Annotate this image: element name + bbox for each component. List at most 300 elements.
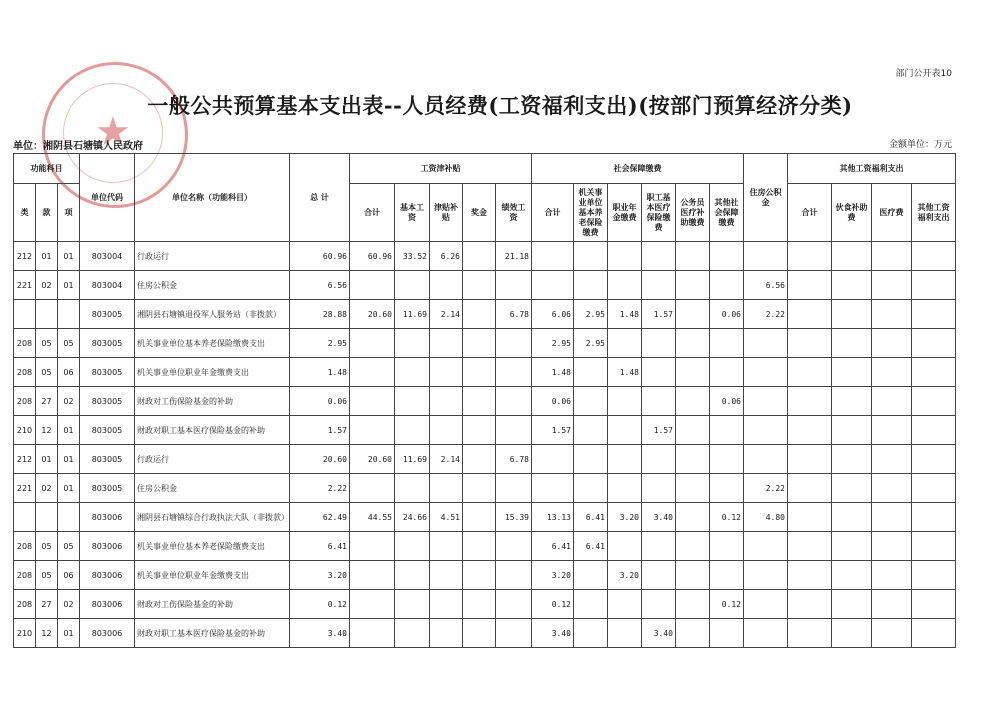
cell-other-total bbox=[788, 474, 832, 503]
cell-unit-name: 机关事业单位基本养老保险缴费支出 bbox=[135, 532, 290, 561]
cell-bonus bbox=[463, 590, 496, 619]
header-other-social: 其他社会保障缴费 bbox=[710, 184, 744, 242]
table-row bbox=[14, 271, 956, 300]
cell-food-allowance bbox=[832, 445, 872, 474]
cell-basic-wage bbox=[395, 358, 430, 387]
cell-lei bbox=[14, 300, 36, 329]
cell-housing-fund bbox=[744, 242, 788, 271]
header-annuity: 职业年金缴费 bbox=[608, 184, 642, 242]
cell-other-total bbox=[788, 619, 832, 648]
header-allowance: 津贴补贴 bbox=[430, 184, 463, 242]
cell-wage-total bbox=[350, 561, 395, 590]
cell-performance-wage: 6.78 bbox=[496, 445, 532, 474]
cell-basic-wage: 33.52 bbox=[395, 242, 430, 271]
cell-food-allowance bbox=[832, 242, 872, 271]
header-social-group: 社会保障缴费 bbox=[532, 154, 744, 184]
cell-total: 28.88 bbox=[290, 300, 350, 329]
cell-other-total bbox=[788, 532, 832, 561]
cell-basic-wage bbox=[395, 271, 430, 300]
cell-pension: 6.41 bbox=[574, 503, 608, 532]
cell-unit-code: 803005 bbox=[80, 358, 135, 387]
cell-basic-wage: 24.66 bbox=[395, 503, 430, 532]
cell-lei: 208 bbox=[14, 561, 36, 590]
cell-pension: 2.95 bbox=[574, 329, 608, 358]
cell-other-social bbox=[710, 242, 744, 271]
table-row bbox=[14, 503, 956, 532]
table-row bbox=[14, 619, 956, 648]
cell-civil-medical bbox=[676, 358, 710, 387]
cell-other-welfare bbox=[912, 532, 956, 561]
cell-kuan: 05 bbox=[36, 358, 58, 387]
cell-xiang: 01 bbox=[58, 416, 80, 445]
cell-bonus bbox=[463, 271, 496, 300]
cell-social-total bbox=[532, 242, 574, 271]
header-kuan: 款 bbox=[36, 184, 58, 242]
cell-allowance bbox=[430, 561, 463, 590]
cell-food-allowance bbox=[832, 387, 872, 416]
cell-civil-medical bbox=[676, 590, 710, 619]
cell-unit-name: 财政对职工基本医疗保险基金的补助 bbox=[135, 416, 290, 445]
cell-housing-fund bbox=[744, 445, 788, 474]
cell-kuan: 02 bbox=[36, 271, 58, 300]
cell-other-social bbox=[710, 619, 744, 648]
cell-annuity bbox=[608, 474, 642, 503]
cell-unit-name: 机关事业单位职业年金缴费支出 bbox=[135, 358, 290, 387]
cell-allowance bbox=[430, 619, 463, 648]
header-total: 总 计 bbox=[290, 154, 350, 242]
budget-table bbox=[13, 153, 956, 648]
header-lei: 类 bbox=[14, 184, 36, 242]
cell-food-allowance bbox=[832, 590, 872, 619]
cell-food-allowance bbox=[832, 561, 872, 590]
cell-annuity bbox=[608, 619, 642, 648]
cell-pension bbox=[574, 416, 608, 445]
cell-other-welfare bbox=[912, 387, 956, 416]
cell-other-total bbox=[788, 445, 832, 474]
cell-housing-fund bbox=[744, 561, 788, 590]
cell-other-social: 0.06 bbox=[710, 300, 744, 329]
cell-medical-insurance: 3.40 bbox=[642, 619, 676, 648]
cell-housing-fund: 4.80 bbox=[744, 503, 788, 532]
cell-annuity bbox=[608, 242, 642, 271]
cell-xiang: 01 bbox=[58, 271, 80, 300]
cell-wage-total bbox=[350, 329, 395, 358]
cell-total: 6.41 bbox=[290, 532, 350, 561]
cell-kuan bbox=[36, 503, 58, 532]
cell-annuity bbox=[608, 590, 642, 619]
table-row bbox=[14, 561, 956, 590]
cell-kuan: 01 bbox=[36, 242, 58, 271]
cell-unit-code: 803004 bbox=[80, 271, 135, 300]
cell-other-social bbox=[710, 561, 744, 590]
cell-medical-insurance bbox=[642, 532, 676, 561]
cell-food-allowance bbox=[832, 358, 872, 387]
cell-food-allowance bbox=[832, 416, 872, 445]
table-body bbox=[14, 242, 956, 648]
cell-allowance bbox=[430, 590, 463, 619]
cell-allowance: 2.14 bbox=[430, 445, 463, 474]
cell-bonus bbox=[463, 474, 496, 503]
cell-lei: 208 bbox=[14, 532, 36, 561]
cell-food-allowance bbox=[832, 619, 872, 648]
cell-wage-total bbox=[350, 416, 395, 445]
cell-bonus bbox=[463, 619, 496, 648]
cell-other-total bbox=[788, 242, 832, 271]
cell-other-welfare bbox=[912, 358, 956, 387]
cell-other-social: 0.06 bbox=[710, 387, 744, 416]
cell-housing-fund: 2.22 bbox=[744, 474, 788, 503]
cell-xiang: 01 bbox=[58, 445, 80, 474]
header-performance-wage: 绩效工资 bbox=[496, 184, 532, 242]
cell-unit-name: 住房公积金 bbox=[135, 474, 290, 503]
cell-housing-fund bbox=[744, 387, 788, 416]
cell-performance-wage bbox=[496, 358, 532, 387]
cell-other-welfare bbox=[912, 474, 956, 503]
cell-lei: 221 bbox=[14, 474, 36, 503]
cell-civil-medical bbox=[676, 387, 710, 416]
cell-performance-wage bbox=[496, 619, 532, 648]
cell-basic-wage bbox=[395, 329, 430, 358]
header-other-total: 合计 bbox=[788, 184, 832, 242]
cell-kuan: 02 bbox=[36, 474, 58, 503]
cell-total: 2.95 bbox=[290, 329, 350, 358]
cell-pension bbox=[574, 445, 608, 474]
header-civil-medical: 公务员医疗补助缴费 bbox=[676, 184, 710, 242]
cell-social-total: 2.95 bbox=[532, 329, 574, 358]
cell-lei: 212 bbox=[14, 242, 36, 271]
cell-social-total: 0.12 bbox=[532, 590, 574, 619]
cell-allowance bbox=[430, 329, 463, 358]
cell-total: 62.49 bbox=[290, 503, 350, 532]
cell-other-welfare bbox=[912, 445, 956, 474]
cell-total: 3.40 bbox=[290, 619, 350, 648]
cell-lei: 221 bbox=[14, 271, 36, 300]
cell-housing-fund bbox=[744, 590, 788, 619]
cell-other-social bbox=[710, 358, 744, 387]
cell-performance-wage bbox=[496, 271, 532, 300]
cell-allowance bbox=[430, 416, 463, 445]
cell-civil-medical bbox=[676, 416, 710, 445]
cell-performance-wage bbox=[496, 416, 532, 445]
cell-performance-wage bbox=[496, 590, 532, 619]
cell-unit-code: 803005 bbox=[80, 445, 135, 474]
cell-civil-medical bbox=[676, 532, 710, 561]
cell-civil-medical bbox=[676, 271, 710, 300]
cell-unit-name: 财政对工伤保险基金的补助 bbox=[135, 387, 290, 416]
cell-bonus bbox=[463, 532, 496, 561]
cell-social-total: 1.48 bbox=[532, 358, 574, 387]
cell-medical-expense bbox=[872, 358, 912, 387]
header-other-group: 其他工资福利支出 bbox=[788, 154, 956, 184]
cell-medical-insurance bbox=[642, 242, 676, 271]
cell-civil-medical bbox=[676, 503, 710, 532]
cell-civil-medical bbox=[676, 474, 710, 503]
cell-wage-total bbox=[350, 532, 395, 561]
header-medical-insurance: 职工基本医疗保险缴费 bbox=[642, 184, 676, 242]
cell-other-total bbox=[788, 561, 832, 590]
cell-medical-insurance: 1.57 bbox=[642, 416, 676, 445]
header-unit-code: 单位代码 bbox=[80, 154, 135, 242]
cell-lei: 208 bbox=[14, 590, 36, 619]
cell-housing-fund: 2.22 bbox=[744, 300, 788, 329]
cell-medical-insurance bbox=[642, 329, 676, 358]
cell-total: 3.20 bbox=[290, 561, 350, 590]
cell-social-total bbox=[532, 271, 574, 300]
cell-annuity: 1.48 bbox=[608, 358, 642, 387]
cell-medical-expense bbox=[872, 416, 912, 445]
header-housing-fund: 住房公积金 bbox=[744, 154, 788, 242]
header-other-welfare: 其他工资福利支出 bbox=[912, 184, 956, 242]
cell-other-social: 0.12 bbox=[710, 590, 744, 619]
cell-medical-insurance bbox=[642, 271, 676, 300]
cell-total: 1.57 bbox=[290, 416, 350, 445]
cell-kuan: 01 bbox=[36, 445, 58, 474]
cell-medical-insurance bbox=[642, 561, 676, 590]
table-row bbox=[14, 329, 956, 358]
cell-medical-expense bbox=[872, 445, 912, 474]
cell-performance-wage: 6.78 bbox=[496, 300, 532, 329]
cell-xiang: 01 bbox=[58, 619, 80, 648]
cell-xiang: 06 bbox=[58, 561, 80, 590]
cell-other-social bbox=[710, 271, 744, 300]
cell-other-total bbox=[788, 358, 832, 387]
cell-total: 2.22 bbox=[290, 474, 350, 503]
cell-pension: 6.41 bbox=[574, 532, 608, 561]
table-row bbox=[14, 474, 956, 503]
cell-other-total bbox=[788, 329, 832, 358]
cell-medical-expense bbox=[872, 503, 912, 532]
cell-social-total: 6.41 bbox=[532, 532, 574, 561]
cell-allowance bbox=[430, 532, 463, 561]
cell-medical-insurance bbox=[642, 590, 676, 619]
cell-unit-code: 803006 bbox=[80, 619, 135, 648]
header-pension: 机关事业单位基本养老保险缴费 bbox=[574, 184, 608, 242]
cell-medical-expense bbox=[872, 532, 912, 561]
cell-pension bbox=[574, 474, 608, 503]
cell-other-social bbox=[710, 445, 744, 474]
cell-annuity: 1.48 bbox=[608, 300, 642, 329]
cell-other-welfare bbox=[912, 416, 956, 445]
cell-social-total: 1.57 bbox=[532, 416, 574, 445]
cell-medical-expense bbox=[872, 387, 912, 416]
cell-basic-wage bbox=[395, 619, 430, 648]
table-row bbox=[14, 242, 956, 271]
cell-annuity bbox=[608, 387, 642, 416]
cell-social-total: 0.06 bbox=[532, 387, 574, 416]
cell-allowance bbox=[430, 474, 463, 503]
cell-xiang: 05 bbox=[58, 329, 80, 358]
cell-basic-wage bbox=[395, 474, 430, 503]
cell-civil-medical bbox=[676, 619, 710, 648]
cell-other-welfare bbox=[912, 271, 956, 300]
cell-other-total bbox=[788, 416, 832, 445]
table-row bbox=[14, 300, 956, 329]
cell-lei: 208 bbox=[14, 358, 36, 387]
cell-other-total bbox=[788, 503, 832, 532]
header-xiang: 项 bbox=[58, 184, 80, 242]
cell-pension bbox=[574, 387, 608, 416]
cell-unit-name: 机关事业单位职业年金缴费支出 bbox=[135, 561, 290, 590]
cell-other-welfare bbox=[912, 242, 956, 271]
cell-medical-insurance bbox=[642, 445, 676, 474]
cell-pension bbox=[574, 619, 608, 648]
cell-unit-code: 803006 bbox=[80, 561, 135, 590]
cell-kuan: 27 bbox=[36, 590, 58, 619]
header-unit-name: 单位名称（功能科目） bbox=[135, 154, 290, 242]
cell-wage-total bbox=[350, 387, 395, 416]
cell-basic-wage: 11.69 bbox=[395, 445, 430, 474]
cell-xiang: 05 bbox=[58, 532, 80, 561]
cell-unit-name: 湘阴县石塘镇退役军人服务站（非拨款） bbox=[135, 300, 290, 329]
cell-civil-medical bbox=[676, 242, 710, 271]
cell-lei: 210 bbox=[14, 416, 36, 445]
table-row bbox=[14, 387, 956, 416]
cell-wage-total bbox=[350, 358, 395, 387]
header-wage-group: 工资津补贴 bbox=[350, 154, 532, 184]
cell-wage-total bbox=[350, 590, 395, 619]
cell-bonus bbox=[463, 329, 496, 358]
cell-unit-code: 803006 bbox=[80, 590, 135, 619]
cell-medical-expense bbox=[872, 561, 912, 590]
cell-unit-code: 803005 bbox=[80, 329, 135, 358]
cell-bonus bbox=[463, 300, 496, 329]
cell-performance-wage bbox=[496, 532, 532, 561]
cell-bonus bbox=[463, 416, 496, 445]
header-func-subject: 功能科目 bbox=[14, 154, 80, 184]
cell-unit-code: 803005 bbox=[80, 387, 135, 416]
cell-food-allowance bbox=[832, 329, 872, 358]
cell-other-welfare bbox=[912, 590, 956, 619]
table-header bbox=[14, 154, 956, 242]
cell-lei: 210 bbox=[14, 619, 36, 648]
cell-social-total: 13.13 bbox=[532, 503, 574, 532]
cell-other-social bbox=[710, 532, 744, 561]
cell-xiang bbox=[58, 503, 80, 532]
cell-kuan: 12 bbox=[36, 619, 58, 648]
cell-wage-total bbox=[350, 619, 395, 648]
cell-medical-insurance bbox=[642, 474, 676, 503]
cell-civil-medical bbox=[676, 445, 710, 474]
cell-food-allowance bbox=[832, 474, 872, 503]
cell-wage-total: 20.60 bbox=[350, 445, 395, 474]
cell-total: 0.12 bbox=[290, 590, 350, 619]
cell-xiang: 02 bbox=[58, 590, 80, 619]
cell-basic-wage bbox=[395, 532, 430, 561]
header-medical-expense: 医疗费 bbox=[872, 184, 912, 242]
cell-housing-fund bbox=[744, 532, 788, 561]
cell-medical-insurance: 1.57 bbox=[642, 300, 676, 329]
cell-other-welfare bbox=[912, 561, 956, 590]
cell-medical-expense bbox=[872, 590, 912, 619]
cell-medical-insurance bbox=[642, 387, 676, 416]
header-wage-total: 合计 bbox=[350, 184, 395, 242]
cell-social-total: 6.06 bbox=[532, 300, 574, 329]
cell-xiang: 02 bbox=[58, 387, 80, 416]
cell-annuity bbox=[608, 329, 642, 358]
cell-other-social: 0.12 bbox=[710, 503, 744, 532]
cell-other-welfare bbox=[912, 329, 956, 358]
cell-bonus bbox=[463, 503, 496, 532]
cell-pension bbox=[574, 242, 608, 271]
cell-social-total: 3.20 bbox=[532, 561, 574, 590]
cell-other-social bbox=[710, 416, 744, 445]
cell-lei: 212 bbox=[14, 445, 36, 474]
cell-medical-expense bbox=[872, 474, 912, 503]
cell-wage-total: 20.60 bbox=[350, 300, 395, 329]
cell-xiang bbox=[58, 300, 80, 329]
cell-annuity bbox=[608, 445, 642, 474]
cell-civil-medical bbox=[676, 329, 710, 358]
table-row bbox=[14, 358, 956, 387]
cell-bonus bbox=[463, 358, 496, 387]
cell-kuan: 27 bbox=[36, 387, 58, 416]
cell-civil-medical bbox=[676, 561, 710, 590]
cell-other-welfare bbox=[912, 503, 956, 532]
cell-annuity bbox=[608, 271, 642, 300]
cell-total: 20.60 bbox=[290, 445, 350, 474]
cell-total: 1.48 bbox=[290, 358, 350, 387]
currency-unit-label: 金额单位：万元 bbox=[888, 140, 952, 150]
header-basic-wage: 基本工资 bbox=[395, 184, 430, 242]
cell-wage-total bbox=[350, 271, 395, 300]
cell-medical-expense bbox=[872, 300, 912, 329]
cell-civil-medical bbox=[676, 300, 710, 329]
cell-pension bbox=[574, 590, 608, 619]
page-title: 一般公共预算基本支出表--人员经费(工资福利支出)(按部门预算经济分类) bbox=[147, 93, 853, 118]
cell-medical-expense bbox=[872, 242, 912, 271]
cell-kuan: 05 bbox=[36, 561, 58, 590]
cell-other-social bbox=[710, 474, 744, 503]
cell-performance-wage bbox=[496, 561, 532, 590]
cell-performance-wage: 15.39 bbox=[496, 503, 532, 532]
cell-food-allowance bbox=[832, 503, 872, 532]
cell-allowance bbox=[430, 387, 463, 416]
cell-unit-code: 803006 bbox=[80, 503, 135, 532]
cell-medical-insurance bbox=[642, 358, 676, 387]
cell-performance-wage: 21.18 bbox=[496, 242, 532, 271]
cell-lei: 208 bbox=[14, 387, 36, 416]
cell-other-social bbox=[710, 329, 744, 358]
cell-annuity bbox=[608, 532, 642, 561]
cell-allowance: 6.26 bbox=[430, 242, 463, 271]
cell-housing-fund bbox=[744, 619, 788, 648]
cell-other-total bbox=[788, 387, 832, 416]
cell-social-total bbox=[532, 445, 574, 474]
cell-basic-wage bbox=[395, 387, 430, 416]
cell-xiang: 06 bbox=[58, 358, 80, 387]
cell-housing-fund: 6.56 bbox=[744, 271, 788, 300]
cell-allowance bbox=[430, 271, 463, 300]
table-row bbox=[14, 416, 956, 445]
cell-medical-expense bbox=[872, 329, 912, 358]
cell-annuity: 3.20 bbox=[608, 561, 642, 590]
cell-unit-code: 803005 bbox=[80, 416, 135, 445]
cell-social-total bbox=[532, 474, 574, 503]
cell-basic-wage: 11.69 bbox=[395, 300, 430, 329]
cell-unit-name: 财政对工伤保险基金的补助 bbox=[135, 590, 290, 619]
cell-total: 0.06 bbox=[290, 387, 350, 416]
cell-kuan: 05 bbox=[36, 532, 58, 561]
cell-medical-expense bbox=[872, 271, 912, 300]
cell-medical-expense bbox=[872, 619, 912, 648]
header-social-total: 合计 bbox=[532, 184, 574, 242]
cell-unit-name: 湘阴县石塘镇综合行政执法大队（非拨款） bbox=[135, 503, 290, 532]
cell-allowance: 4.51 bbox=[430, 503, 463, 532]
cell-pension bbox=[574, 358, 608, 387]
cell-performance-wage bbox=[496, 474, 532, 503]
cell-pension bbox=[574, 561, 608, 590]
cell-unit-name: 机关事业单位基本养老保险缴费支出 bbox=[135, 329, 290, 358]
